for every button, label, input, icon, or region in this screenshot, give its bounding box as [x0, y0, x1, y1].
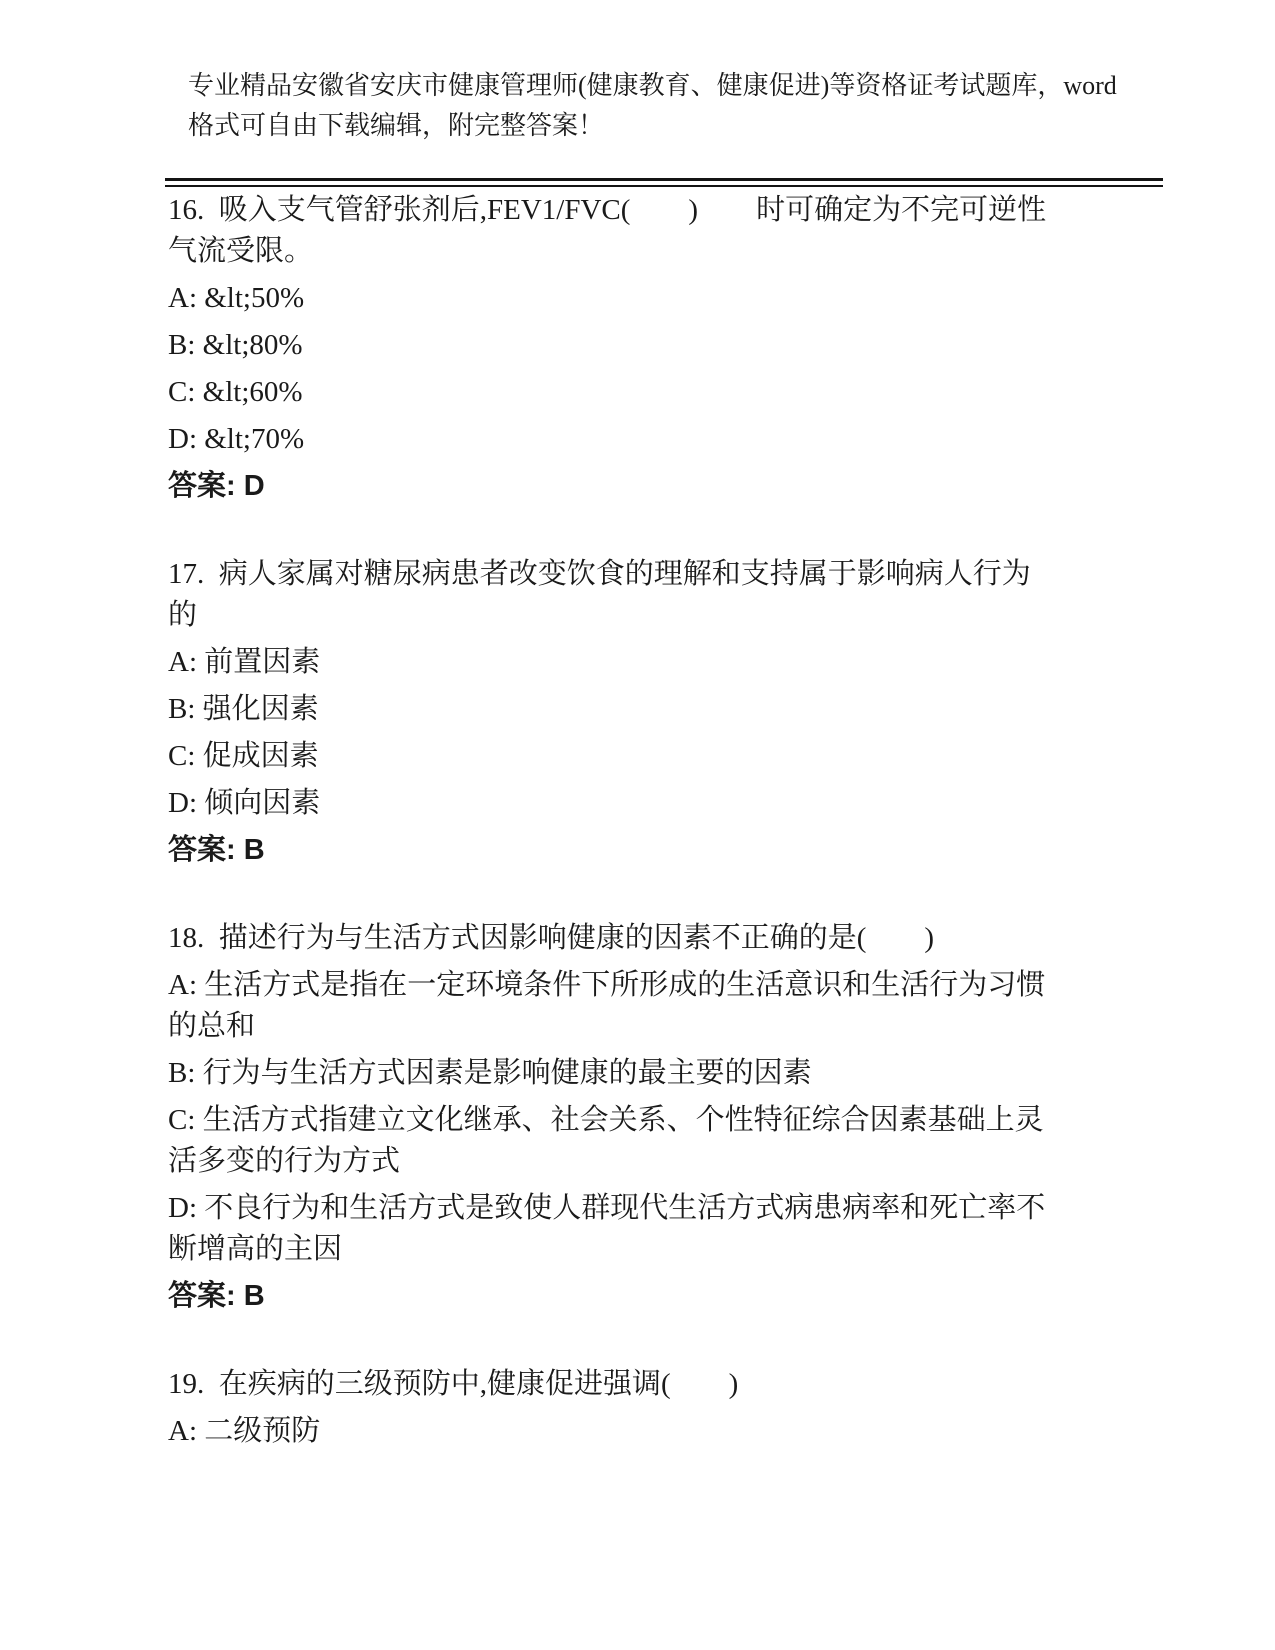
- header-text-line-1: 专业精品安徽省安庆市健康管理师(健康教育、健康促进)等资格证考试题库，word: [188, 71, 1117, 100]
- option-text: B: 行为与生活方式因素是影响健康的最主要的因素: [168, 1057, 812, 1089]
- question-16-option-b: [168, 325, 1163, 366]
- option-text: B: &lt;80%: [168, 329, 303, 361]
- question-18-option-a: [168, 965, 1163, 1047]
- question-19: [168, 1364, 1163, 1452]
- question-17-option-b: [168, 689, 1163, 730]
- question-16: [168, 190, 1163, 507]
- question-18-answer: 答案: B: [168, 1280, 265, 1312]
- option-text: A: 生活方式是指在一定环境条件下所形成的生活意识和生活行为习惯: [168, 969, 1046, 1001]
- question-16-option-a: [168, 278, 1163, 319]
- option-text: A: &lt;50%: [168, 282, 305, 314]
- header-divider-double-rule: [165, 178, 1163, 187]
- question-19-text-line-1: 19. 在疾病的三级预防中,健康促进强调( ): [168, 1368, 739, 1400]
- page-header: [0, 0, 1275, 146]
- option-text: 活多变的行为方式: [168, 1145, 401, 1177]
- option-text: A: 前置因素: [168, 646, 321, 678]
- question-17-option-c: [168, 736, 1163, 777]
- question-17-option-d: [168, 783, 1163, 824]
- option-text: D: 倾向因素: [168, 787, 321, 819]
- option-text: A: 二级预防: [168, 1415, 321, 1447]
- question-17: [168, 554, 1163, 871]
- question-17-option-a: [168, 642, 1163, 683]
- question-18: [168, 918, 1163, 1317]
- question-16-option-d: [168, 419, 1163, 460]
- option-text: 的总和: [168, 1010, 256, 1042]
- question-19-text: [168, 1364, 1163, 1405]
- option-text: D: &lt;70%: [168, 423, 305, 455]
- question-16-text-line-2: 气流受限。: [168, 235, 314, 267]
- question-18-text: [168, 918, 1163, 959]
- option-text: B: 强化因素: [168, 693, 319, 725]
- question-16-answer: 答案: D: [168, 470, 265, 502]
- question-17-text-line-1: 17. 病人家属对糖尿病患者改变饮食的理解和支持属于影响病人行为: [168, 558, 1031, 590]
- question-18-text-line-1: 18. 描述行为与生活方式因影响健康的因素不正确的是( ): [168, 922, 935, 954]
- document-body: [168, 190, 1163, 1452]
- question-17-answer: 答案: B: [168, 834, 265, 866]
- option-text: D: 不良行为和生活方式是致使人群现代生活方式病患病率和死亡率不: [168, 1192, 1046, 1224]
- option-text: C: 促成因素: [168, 740, 319, 772]
- question-17-text-line-2: 的: [168, 599, 198, 631]
- question-16-text: [168, 190, 1163, 272]
- header-text-line-2: 格式可自由下载编辑，附完整答案！: [188, 111, 605, 140]
- question-19-option-a: [168, 1411, 1163, 1452]
- question-18-option-b: [168, 1053, 1163, 1094]
- option-text: C: 生活方式指建立文化继承、社会关系、个性特征综合因素基础上灵: [168, 1104, 1044, 1136]
- question-18-option-c: [168, 1100, 1163, 1182]
- question-17-text: [168, 554, 1163, 636]
- option-text: C: &lt;60%: [168, 376, 303, 408]
- question-16-text-line-1: 16. 吸入支气管舒张剂后,FEV1/FVC( ) 时可确定为不完可逆性: [168, 194, 1047, 226]
- question-18-option-d: [168, 1188, 1163, 1270]
- question-16-option-c: [168, 372, 1163, 413]
- option-text: 断增高的主因: [168, 1233, 343, 1265]
